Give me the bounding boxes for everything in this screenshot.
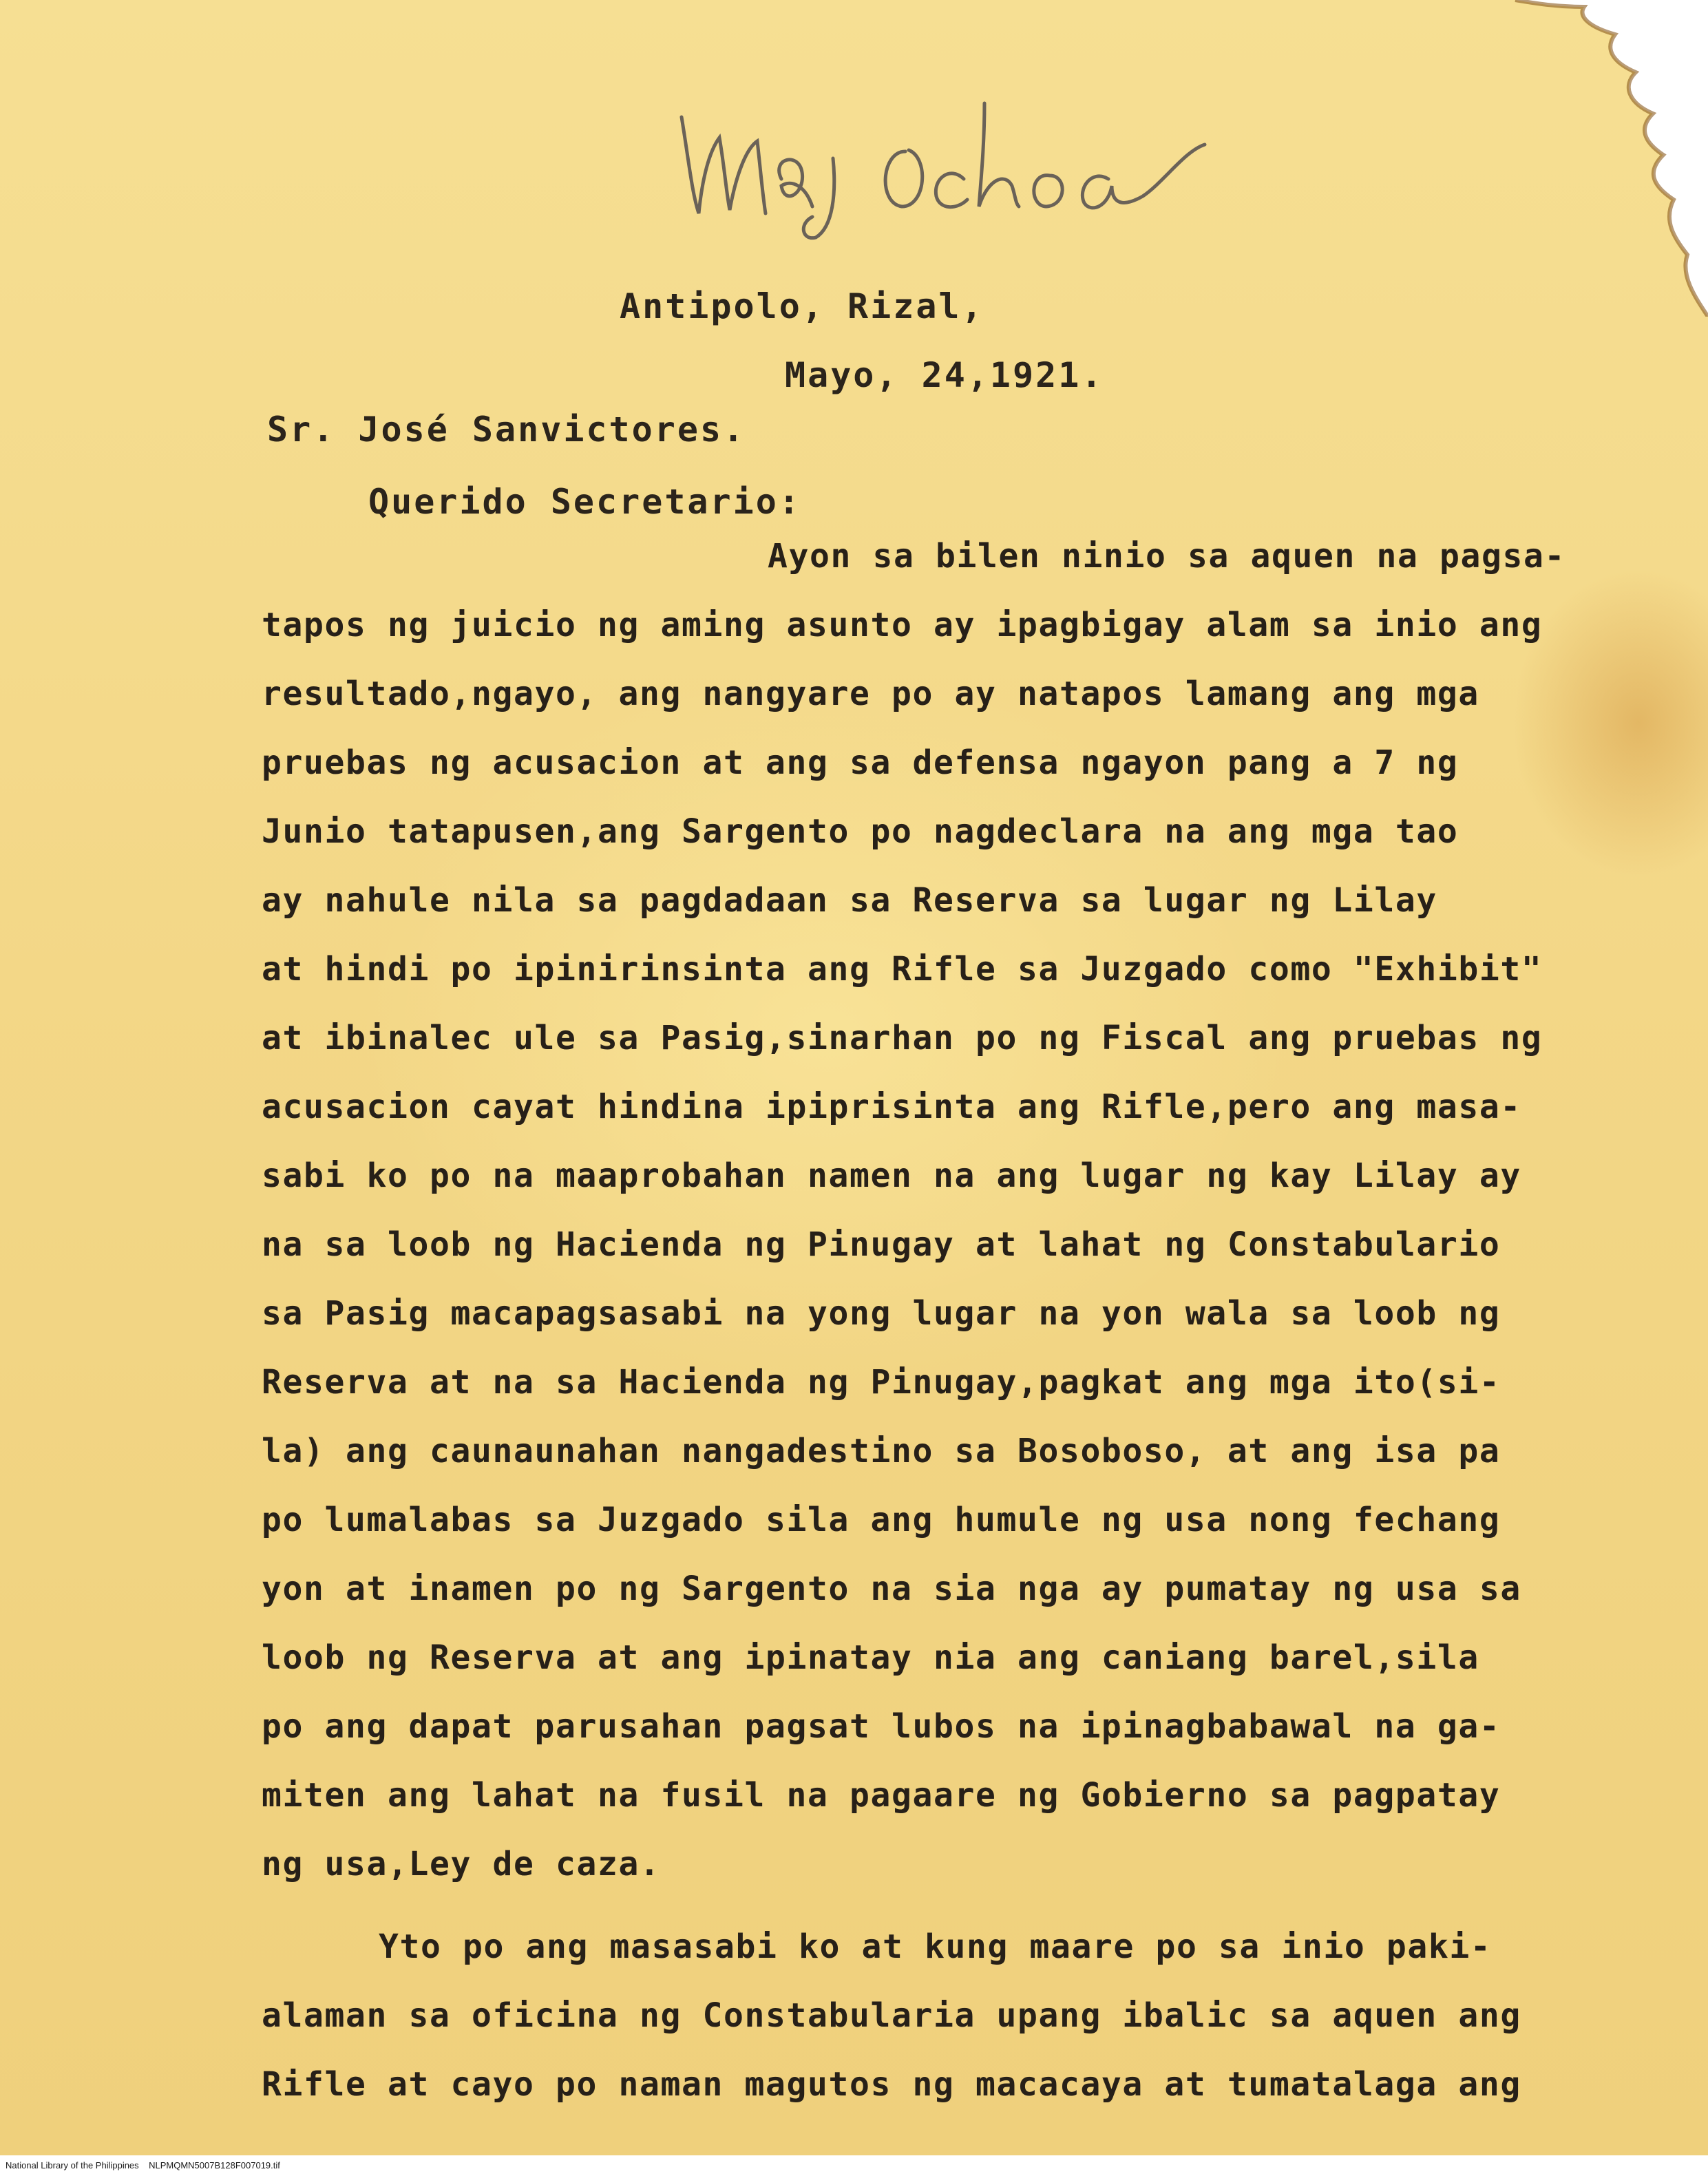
body-line: alaman sa oficina ng Constabularia upang ibalic sa aquen ang (262, 1996, 1521, 2035)
body-line: loob ng Reserva at ang ipinatay nia ang caniang barel,sila (262, 1638, 1479, 1677)
scan-footer-label: National Library of the Philippines NLPMQMN5007B128F007019.tif (6, 2160, 280, 2170)
body-line: at ibinalec ule sa Pasig,sinarhan po ng Fiscal ang pruebas ng (262, 1019, 1543, 1057)
body-line: pruebas ng acusacion at ang sa defensa ngayon pang a 7 ng (262, 743, 1459, 782)
body-line: na sa loob ng Hacienda ng Pinugay at lahat ng Constabulario (262, 1225, 1501, 1264)
body-line: Ayon sa bilen ninio sa aquen na pagsa- (768, 537, 1565, 575)
body-line: Junio tatapusen,ang Sargento po nagdeclara na ang mga tao (262, 812, 1459, 851)
body-line: Yto po ang masasabi ko at kung maare po sa inio paki- (379, 1927, 1492, 1966)
body-line: at hindi po ipinirinsinta ang Rifle sa Juzgado como "Exhibit" (262, 950, 1543, 989)
body-line: la) ang caunaunahan nangadestino sa Bosoboso, at ang isa pa (262, 1432, 1501, 1470)
place-line: Antipolo, Rizal, (620, 286, 984, 326)
body-line: miten ang lahat na fusil na pagaare ng Gobierno sa pagpatay (262, 1776, 1501, 1815)
body-line: po lumalabas sa Juzgado sila ang humule ng usa nong fechang (262, 1501, 1501, 1539)
body-line: yon at inamen po ng Sargento na sia nga ay pumatay ng usa sa (262, 1570, 1521, 1608)
body-line: tapos ng juicio ng aming asunto ay ipagbigay alam sa inio ang (262, 606, 1543, 644)
letter-header (620, 272, 1104, 410)
body-line: acusacion cayat hindina ipiprisinta ang Rifle,pero ang masa- (262, 1088, 1521, 1126)
body-line: Reserva at na sa Hacienda ng Pinugay,pagkat ang mga ito(si- (262, 1363, 1501, 1402)
body-line: po ang dapat parusahan pagsat lubos na ipinagbabawal na ga- (262, 1707, 1501, 1746)
salutation: Querido Secretario: (368, 482, 801, 522)
addressee: Sr. José Sanvictores. (267, 410, 746, 450)
body-line: sabi ko po na maaprobahan namen na ang lugar ng kay Lilay ay (262, 1156, 1521, 1195)
body-line: ay nahule nila sa pagdadaan sa Reserva sa lugar ng Lilay (262, 881, 1437, 920)
body-line: Rifle at cayo po naman magutos ng macacaya at tumatalaga ang (262, 2065, 1521, 2104)
body-line: resultado,ngayo, ang nangyare po ay natapos lamang ang mga (262, 675, 1479, 713)
body-line: sa Pasig macapagsasabi na yong lugar na yon wala sa loob ng (262, 1294, 1501, 1333)
date-line: Mayo, 24,1921. (785, 355, 1104, 395)
handwritten-annotation (661, 76, 1212, 241)
torn-corner-damage (1474, 0, 1708, 317)
body-line: ng usa,Ley de caza. (262, 1845, 661, 1883)
